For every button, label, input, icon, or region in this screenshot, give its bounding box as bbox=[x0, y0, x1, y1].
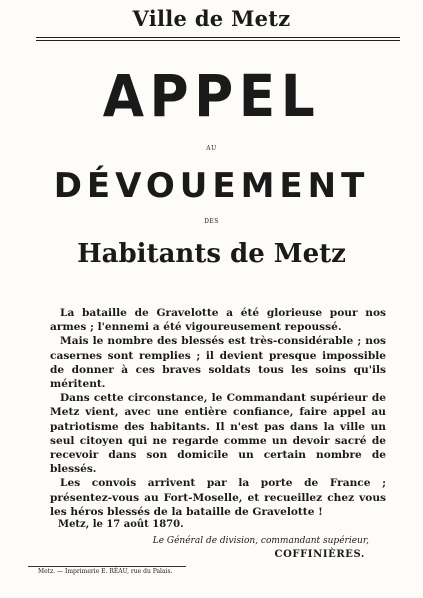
header-rule bbox=[36, 37, 400, 41]
paragraph-instructions: Les convois arrivent par la porte de France ; présentez-vous au Fort-Moselle, et recueillez chez vous les héros blessés de la bataille de Gravelotte ! bbox=[50, 477, 386, 518]
connector-au: AU bbox=[206, 145, 217, 152]
connector-des: DES bbox=[204, 218, 219, 225]
printer-imprint: Metz. — Imprimerie E. RÉAU, rue du Palais. bbox=[38, 568, 173, 575]
date-line: Metz, le 17 août 1870. bbox=[58, 519, 184, 530]
audience-heading: Habitants de Metz bbox=[77, 239, 346, 269]
proclamation-body bbox=[50, 306, 386, 519]
subtitle: DÉVOUEMENT bbox=[53, 166, 370, 206]
town-heading: Ville de Metz bbox=[132, 6, 291, 31]
paragraph-victory: La bataille de Gravelotte a été glorieuse pour nos armes ; l'ennemi a été vigoureusement repoussé. bbox=[50, 307, 386, 334]
footer-rule bbox=[28, 566, 186, 567]
paragraph-wounded: Mais le nombre des blessés est très-considérable ; nos casernes sont remplies ; il devient presque impossible de donner à ces braves soldats tous les soins qu'ils méritent. bbox=[50, 335, 386, 391]
signatory-title: Le Général de division, commandant supérieur, bbox=[152, 536, 369, 546]
main-title: APPEL bbox=[102, 62, 321, 130]
signatory-name: COFFINIÈRES. bbox=[274, 549, 365, 560]
paragraph-appeal: Dans cette circonstance, le Commandant supérieur de Metz vient, avec une entière confiance, faire appel au patriotisme des habitants. Il n'est pas dans la ville un seul citoyen qui ne regarde comme un devoir sacré de recevoir dans son domicile un certain nombre de blessés. bbox=[50, 392, 386, 476]
